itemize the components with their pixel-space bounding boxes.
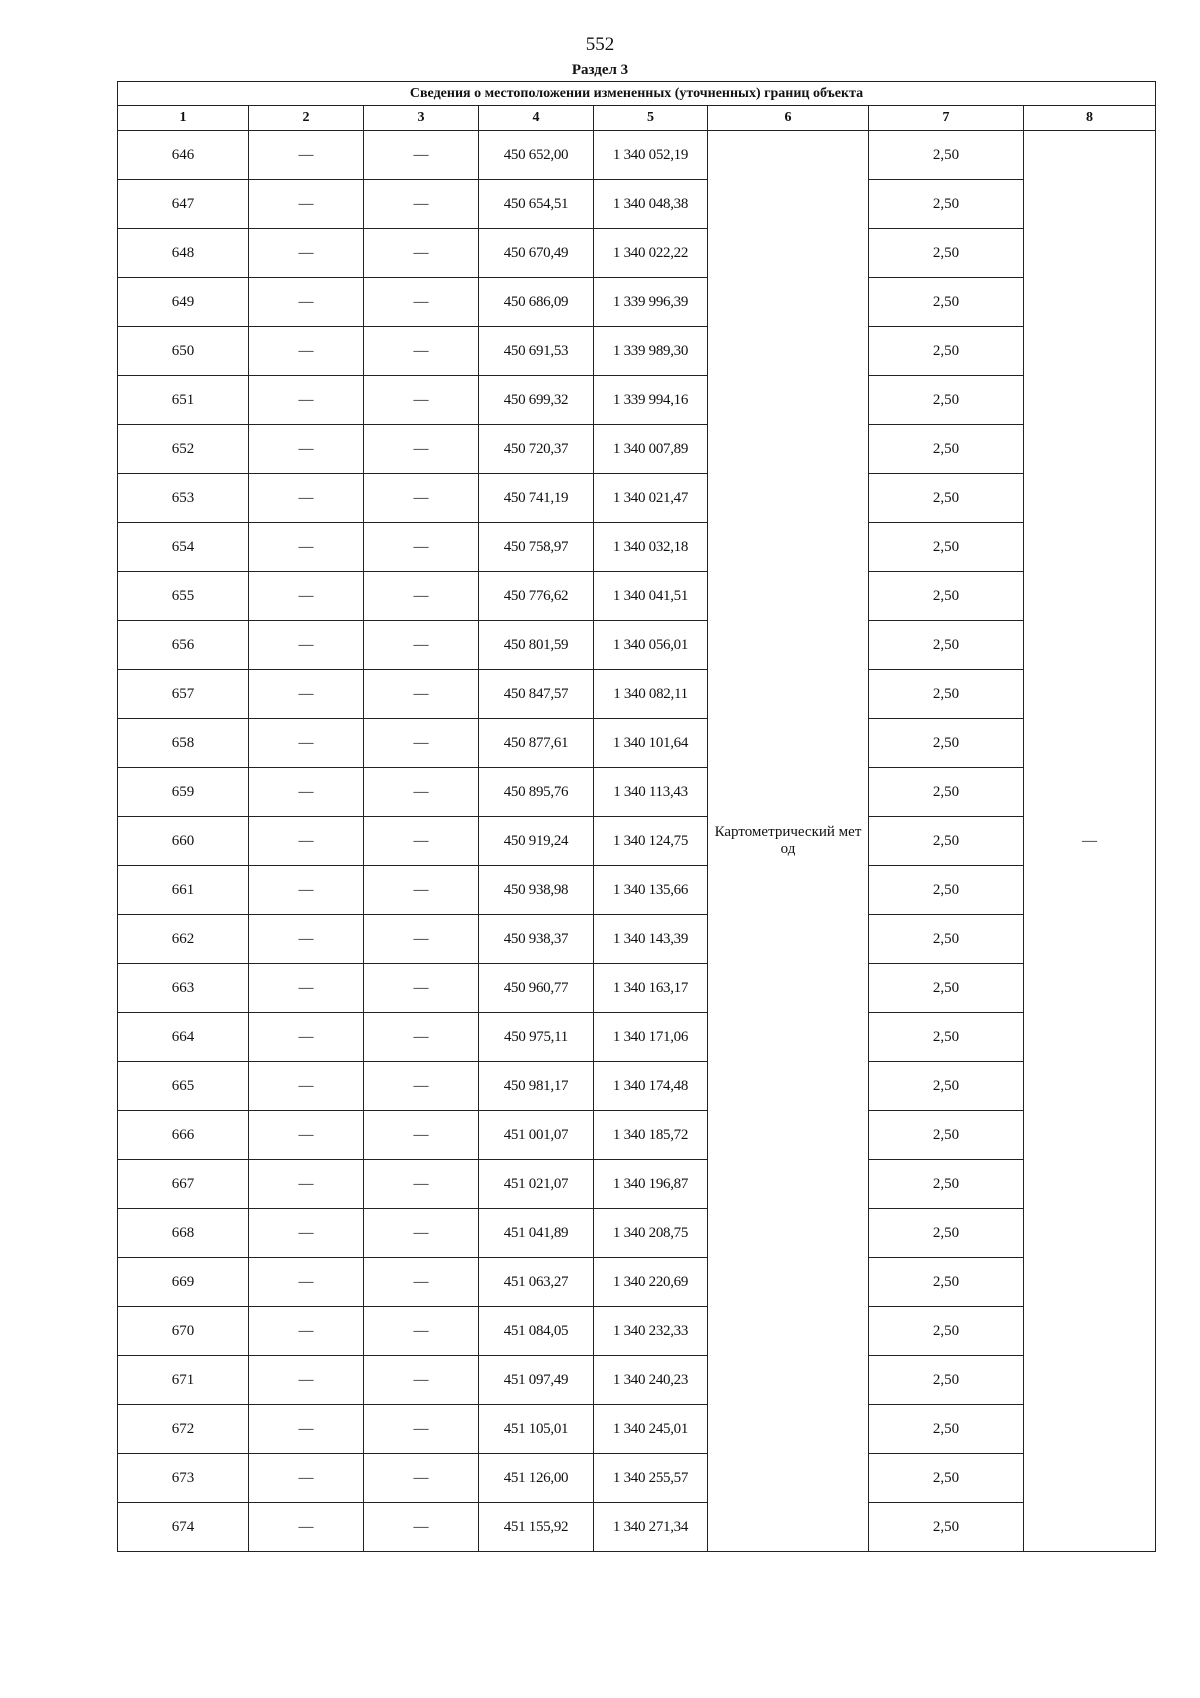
y-coordinate-cell: 1 339 996,39	[594, 278, 708, 327]
accuracy-cell: 2,50	[869, 474, 1024, 523]
accuracy-cell: 2,50	[869, 1062, 1024, 1111]
y-coordinate-cell: 1 340 022,22	[594, 229, 708, 278]
column-2-cell: —	[249, 1160, 364, 1209]
x-coordinate-cell: 450 960,77	[479, 964, 594, 1013]
column-3-cell: —	[364, 1013, 479, 1062]
method-text: Картометрический метод	[714, 824, 862, 857]
point-number-cell: 665	[118, 1062, 249, 1111]
x-coordinate-cell: 450 776,62	[479, 572, 594, 621]
x-coordinate-cell: 450 877,61	[479, 719, 594, 768]
x-coordinate-cell: 450 975,11	[479, 1013, 594, 1062]
column-3-cell: —	[364, 1503, 479, 1552]
column-2-cell: —	[249, 1111, 364, 1160]
column-2-cell: —	[249, 768, 364, 817]
table-row	[118, 621, 1156, 670]
table-row	[118, 327, 1156, 376]
point-number-cell: 647	[118, 180, 249, 229]
point-number-cell: 673	[118, 1454, 249, 1503]
y-coordinate-cell: 1 340 240,23	[594, 1356, 708, 1405]
y-coordinate-cell: 1 340 220,69	[594, 1258, 708, 1307]
column-number-7: 7	[869, 106, 1024, 131]
point-number-cell: 648	[118, 229, 249, 278]
column-2-cell: —	[249, 1356, 364, 1405]
boundary-coordinates-table	[117, 81, 1156, 1552]
column-2-cell: —	[249, 180, 364, 229]
column-3-cell: —	[364, 964, 479, 1013]
column-3-cell: —	[364, 278, 479, 327]
table-row	[118, 278, 1156, 327]
table-caption: Сведения о местоположении измененных (уточненных) границ объекта	[118, 82, 1156, 106]
column-number-row	[118, 106, 1156, 131]
column-3-cell: —	[364, 915, 479, 964]
column-2-cell: —	[249, 1209, 364, 1258]
accuracy-cell: 2,50	[869, 866, 1024, 915]
column-3-cell: —	[364, 1258, 479, 1307]
column-2-cell: —	[249, 376, 364, 425]
column-number-5: 5	[594, 106, 708, 131]
point-number-cell: 660	[118, 817, 249, 866]
table-row	[118, 572, 1156, 621]
table-row	[118, 964, 1156, 1013]
column-number-4: 4	[479, 106, 594, 131]
table-row	[118, 376, 1156, 425]
accuracy-cell: 2,50	[869, 1503, 1024, 1552]
table-row	[118, 1356, 1156, 1405]
y-coordinate-cell: 1 340 271,34	[594, 1503, 708, 1552]
point-number-cell: 657	[118, 670, 249, 719]
point-number-cell: 674	[118, 1503, 249, 1552]
y-coordinate-cell: 1 340 101,64	[594, 719, 708, 768]
column-8-cell: —	[1024, 131, 1156, 1552]
y-coordinate-cell: 1 339 989,30	[594, 327, 708, 376]
y-coordinate-cell: 1 340 143,39	[594, 915, 708, 964]
table-row	[118, 1307, 1156, 1356]
x-coordinate-cell: 451 041,89	[479, 1209, 594, 1258]
column-3-cell: —	[364, 1209, 479, 1258]
column-2-cell: —	[249, 1013, 364, 1062]
y-coordinate-cell: 1 340 196,87	[594, 1160, 708, 1209]
x-coordinate-cell: 450 686,09	[479, 278, 594, 327]
accuracy-cell: 2,50	[869, 817, 1024, 866]
x-coordinate-cell: 450 938,98	[479, 866, 594, 915]
column-3-cell: —	[364, 1454, 479, 1503]
accuracy-cell: 2,50	[869, 915, 1024, 964]
accuracy-cell: 2,50	[869, 376, 1024, 425]
table-row	[118, 229, 1156, 278]
x-coordinate-cell: 450 670,49	[479, 229, 594, 278]
table-row	[118, 1013, 1156, 1062]
section-title: Раздел 3	[571, 62, 629, 78]
column-2-cell: —	[249, 425, 364, 474]
column-3-cell: —	[364, 1405, 479, 1454]
column-2-cell: —	[249, 278, 364, 327]
y-coordinate-cell: 1 340 021,47	[594, 474, 708, 523]
x-coordinate-cell: 450 981,17	[479, 1062, 594, 1111]
column-3-cell: —	[364, 474, 479, 523]
y-coordinate-cell: 1 340 041,51	[594, 572, 708, 621]
column-2-cell: —	[249, 1258, 364, 1307]
x-coordinate-cell: 451 097,49	[479, 1356, 594, 1405]
accuracy-cell: 2,50	[869, 278, 1024, 327]
table-row	[118, 670, 1156, 719]
x-coordinate-cell: 450 758,97	[479, 523, 594, 572]
column-3-cell: —	[364, 1062, 479, 1111]
column-3-cell: —	[364, 327, 479, 376]
table-row	[118, 1062, 1156, 1111]
y-coordinate-cell: 1 340 113,43	[594, 768, 708, 817]
x-coordinate-cell: 451 126,00	[479, 1454, 594, 1503]
x-coordinate-cell: 451 105,01	[479, 1405, 594, 1454]
table-row	[118, 474, 1156, 523]
column-3-cell: —	[364, 572, 479, 621]
column-2-cell: —	[249, 474, 364, 523]
y-coordinate-cell: 1 340 163,17	[594, 964, 708, 1013]
table-row	[118, 425, 1156, 474]
column-2-cell: —	[249, 1307, 364, 1356]
x-coordinate-cell: 450 919,24	[479, 817, 594, 866]
column-2-cell: —	[249, 1062, 364, 1111]
y-coordinate-cell: 1 340 232,33	[594, 1307, 708, 1356]
accuracy-cell: 2,50	[869, 1258, 1024, 1307]
accuracy-cell: 2,50	[869, 229, 1024, 278]
table-row	[118, 915, 1156, 964]
x-coordinate-cell: 451 001,07	[479, 1111, 594, 1160]
column-2-cell: —	[249, 670, 364, 719]
column-3-cell: —	[364, 1111, 479, 1160]
column-2-cell: —	[249, 1405, 364, 1454]
point-number-cell: 655	[118, 572, 249, 621]
table-row	[118, 817, 1156, 866]
accuracy-cell: 2,50	[869, 131, 1024, 180]
y-coordinate-cell: 1 340 171,06	[594, 1013, 708, 1062]
y-coordinate-cell: 1 340 056,01	[594, 621, 708, 670]
x-coordinate-cell: 450 654,51	[479, 180, 594, 229]
y-coordinate-cell: 1 340 007,89	[594, 425, 708, 474]
x-coordinate-cell: 451 021,07	[479, 1160, 594, 1209]
x-coordinate-cell: 450 699,32	[479, 376, 594, 425]
table-row	[118, 1160, 1156, 1209]
point-number-cell: 651	[118, 376, 249, 425]
y-coordinate-cell: 1 340 124,75	[594, 817, 708, 866]
column-3-cell: —	[364, 523, 479, 572]
point-number-cell: 672	[118, 1405, 249, 1454]
column-2-cell: —	[249, 817, 364, 866]
x-coordinate-cell: 450 801,59	[479, 621, 594, 670]
column-2-cell: —	[249, 523, 364, 572]
column-2-cell: —	[249, 719, 364, 768]
column-number-1: 1	[118, 106, 249, 131]
y-coordinate-cell: 1 340 185,72	[594, 1111, 708, 1160]
column-3-cell: —	[364, 180, 479, 229]
table-caption-row	[118, 82, 1156, 106]
point-number-cell: 669	[118, 1258, 249, 1307]
point-number-cell: 667	[118, 1160, 249, 1209]
y-coordinate-cell: 1 339 994,16	[594, 376, 708, 425]
column-3-cell: —	[364, 817, 479, 866]
table-row	[118, 1503, 1156, 1552]
column-3-cell: —	[364, 670, 479, 719]
table-row	[118, 180, 1156, 229]
column-2-cell: —	[249, 1454, 364, 1503]
table-row	[118, 1209, 1156, 1258]
column-2-cell: —	[249, 915, 364, 964]
accuracy-cell: 2,50	[869, 180, 1024, 229]
point-number-cell: 662	[118, 915, 249, 964]
column-2-cell: —	[249, 866, 364, 915]
x-coordinate-cell: 451 084,05	[479, 1307, 594, 1356]
point-number-cell: 650	[118, 327, 249, 376]
column-3-cell: —	[364, 621, 479, 670]
y-coordinate-cell: 1 340 135,66	[594, 866, 708, 915]
point-number-cell: 670	[118, 1307, 249, 1356]
accuracy-cell: 2,50	[869, 1405, 1024, 1454]
x-coordinate-cell: 450 741,19	[479, 474, 594, 523]
column-3-cell: —	[364, 131, 479, 180]
column-2-cell: —	[249, 1503, 364, 1552]
y-coordinate-cell: 1 340 208,75	[594, 1209, 708, 1258]
point-number-cell: 659	[118, 768, 249, 817]
x-coordinate-cell: 451 155,92	[479, 1503, 594, 1552]
table-row	[118, 1258, 1156, 1307]
point-number-cell: 653	[118, 474, 249, 523]
column-2-cell: —	[249, 327, 364, 376]
accuracy-cell: 2,50	[869, 621, 1024, 670]
column-3-cell: —	[364, 719, 479, 768]
point-number-cell: 646	[118, 131, 249, 180]
accuracy-cell: 2,50	[869, 1013, 1024, 1062]
y-coordinate-cell: 1 340 032,18	[594, 523, 708, 572]
x-coordinate-cell: 450 720,37	[479, 425, 594, 474]
point-number-cell: 654	[118, 523, 249, 572]
point-number-cell: 663	[118, 964, 249, 1013]
accuracy-cell: 2,50	[869, 719, 1024, 768]
column-2-cell: —	[249, 572, 364, 621]
accuracy-cell: 2,50	[869, 572, 1024, 621]
accuracy-cell: 2,50	[869, 425, 1024, 474]
page-number: 552	[585, 34, 615, 55]
y-coordinate-cell: 1 340 048,38	[594, 180, 708, 229]
accuracy-cell: 2,50	[869, 1356, 1024, 1405]
column-3-cell: —	[364, 1160, 479, 1209]
point-number-cell: 649	[118, 278, 249, 327]
accuracy-cell: 2,50	[869, 523, 1024, 572]
method-cell	[708, 131, 869, 1552]
accuracy-cell: 2,50	[869, 964, 1024, 1013]
point-number-cell: 668	[118, 1209, 249, 1258]
table-row	[118, 719, 1156, 768]
point-number-cell: 671	[118, 1356, 249, 1405]
accuracy-cell: 2,50	[869, 670, 1024, 719]
point-number-cell: 656	[118, 621, 249, 670]
y-coordinate-cell: 1 340 245,01	[594, 1405, 708, 1454]
y-coordinate-cell: 1 340 255,57	[594, 1454, 708, 1503]
point-number-cell: 658	[118, 719, 249, 768]
x-coordinate-cell: 450 652,00	[479, 131, 594, 180]
accuracy-cell: 2,50	[869, 1307, 1024, 1356]
point-number-cell: 661	[118, 866, 249, 915]
x-coordinate-cell: 450 691,53	[479, 327, 594, 376]
x-coordinate-cell: 450 938,37	[479, 915, 594, 964]
point-number-cell: 652	[118, 425, 249, 474]
column-3-cell: —	[364, 425, 479, 474]
accuracy-cell: 2,50	[869, 327, 1024, 376]
accuracy-cell: 2,50	[869, 1209, 1024, 1258]
y-coordinate-cell: 1 340 174,48	[594, 1062, 708, 1111]
point-number-cell: 664	[118, 1013, 249, 1062]
column-3-cell: —	[364, 866, 479, 915]
column-number-8: 8	[1024, 106, 1156, 131]
column-number-2: 2	[249, 106, 364, 131]
y-coordinate-cell: 1 340 052,19	[594, 131, 708, 180]
accuracy-cell: 2,50	[869, 768, 1024, 817]
table-row	[118, 1454, 1156, 1503]
x-coordinate-cell: 450 895,76	[479, 768, 594, 817]
column-3-cell: —	[364, 376, 479, 425]
column-3-cell: —	[364, 1307, 479, 1356]
accuracy-cell: 2,50	[869, 1160, 1024, 1209]
x-coordinate-cell: 451 063,27	[479, 1258, 594, 1307]
table-row	[118, 523, 1156, 572]
point-number-cell: 666	[118, 1111, 249, 1160]
table-row	[118, 1405, 1156, 1454]
table-row	[118, 131, 1156, 180]
y-coordinate-cell: 1 340 082,11	[594, 670, 708, 719]
table-row	[118, 1111, 1156, 1160]
column-number-3: 3	[364, 106, 479, 131]
column-2-cell: —	[249, 131, 364, 180]
column-2-cell: —	[249, 964, 364, 1013]
x-coordinate-cell: 450 847,57	[479, 670, 594, 719]
column-2-cell: —	[249, 229, 364, 278]
table-row	[118, 768, 1156, 817]
accuracy-cell: 2,50	[869, 1454, 1024, 1503]
column-3-cell: —	[364, 768, 479, 817]
column-3-cell: —	[364, 229, 479, 278]
accuracy-cell: 2,50	[869, 1111, 1024, 1160]
table-row	[118, 866, 1156, 915]
column-2-cell: —	[249, 621, 364, 670]
column-number-6: 6	[708, 106, 869, 131]
column-3-cell: —	[364, 1356, 479, 1405]
